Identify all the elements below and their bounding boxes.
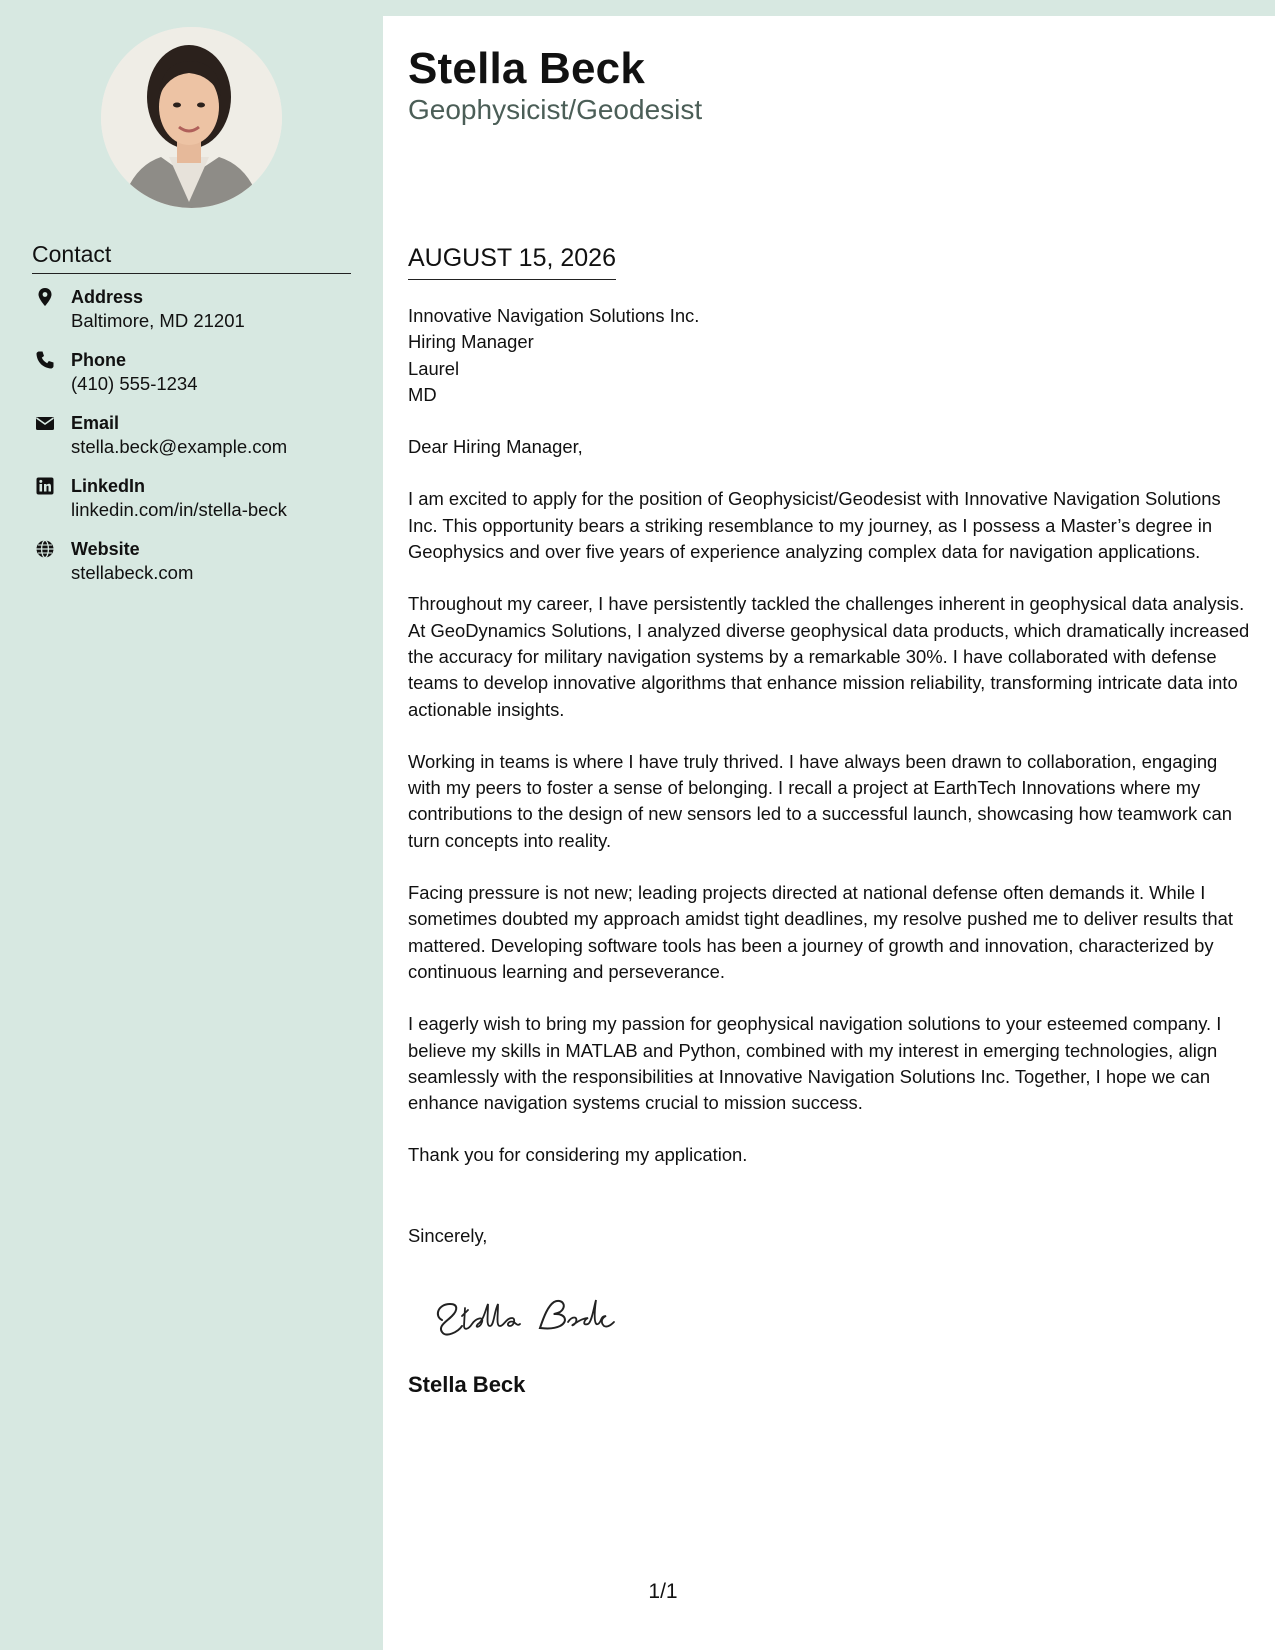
applicant-name: Stella Beck [408,44,646,93]
paragraph: Facing pressure is not new; leading projects directed at national defense often demands it. While I sometimes doubted my approach amidst tight deadlines, my resolve pushed me to deliver results that mattered. Developing software tools has been a journey of growth and innovation, characterized by continuous learning and perseverance. [408,882,1233,982]
letter-body [408,303,1253,1249]
contact-linkedin [32,474,362,537]
contact-phone [32,348,362,411]
closing: Sincerely, [408,1224,488,1246]
contact-value: Baltimore, MD 21201 [71,310,245,331]
applicant-title: Geophysicist/Geodesist [408,94,703,125]
contact-list [32,285,362,600]
recipient-state: MD [408,383,437,405]
paragraph: Throughout my career, I have persistently tackled the challenges inherent in geophysical data analysis. At GeoDynamics Solutions, I analyzed diverse geophysical data products, which dramatically increased the accuracy for military navigation systems by a remarkable 30%. I have collaborated with defense teams to develop innovative algorithms that enhance mission reliability, transforming intricate data into actionable insights. [408,593,1250,720]
contact-value: stella.beck@example.com [71,436,288,457]
paragraph: Thank you for considering my application. [408,1144,748,1166]
contact-label: Email [71,413,120,433]
contact-label: LinkedIn [71,476,146,496]
contact-heading: Contact [32,241,351,274]
paragraph: Working in teams is where I have truly thrived. I have always been drawn to collaboration, engaging with my peers to foster a sense of belonging. I recall a project at EarthTech Innovations where my contributions to the design of new sensors led to a successful launch, showcasing how teamwork can turn concepts into reality. [408,750,1232,851]
recipient-block [408,303,1253,408]
letter-page [383,16,1275,1650]
letter-date: AUGUST 15, 2026 [408,244,616,280]
phone-icon [35,350,55,370]
map-pin-icon [35,287,55,307]
paragraph: I am excited to apply for the position of Geophysicist/Geodesist with Innovative Navigation Solutions Inc. This opportunity bears a striking resemblance to my journey, as I possess a Master’s degree in Geophysics and over five years of experience analyzing complex data for navigation applications. [408,488,1221,563]
paragraph: I eagerly wish to bring my passion for geophysical navigation solutions to your esteemed company. I believe my skills in MATLAB and Python, combined with my interest in emerging technologies, align seamlessly with the responsibilities at Innovative Navigation Solutions Inc. Together, I hope we can enhance navigation systems crucial to mission success. [408,1013,1222,1114]
handwritten-signature [428,1286,628,1342]
linkedin-icon [35,476,55,496]
contact-website [32,537,362,600]
recipient-company: Innovative Navigation Solutions Inc. [408,305,700,326]
contact-value: (410) 555-1234 [71,373,198,394]
recipient-city: Laurel [408,357,460,379]
profile-photo [101,27,282,208]
page-number: 1/1 [648,1580,678,1603]
contact-label: Website [71,539,140,559]
contact-value: stellabeck.com [71,562,194,583]
globe-icon [35,539,55,559]
envelope-icon [35,413,55,433]
salutation: Dear Hiring Manager, [408,436,583,458]
sidebar [0,0,383,1650]
contact-email [32,411,362,474]
recipient-role: Hiring Manager [408,331,534,353]
contact-label: Address [71,287,144,307]
contact-address [32,285,362,348]
contact-value: linkedin.com/in/stella-beck [71,499,287,520]
signed-name: Stella Beck [408,1372,526,1397]
contact-label: Phone [71,350,127,370]
